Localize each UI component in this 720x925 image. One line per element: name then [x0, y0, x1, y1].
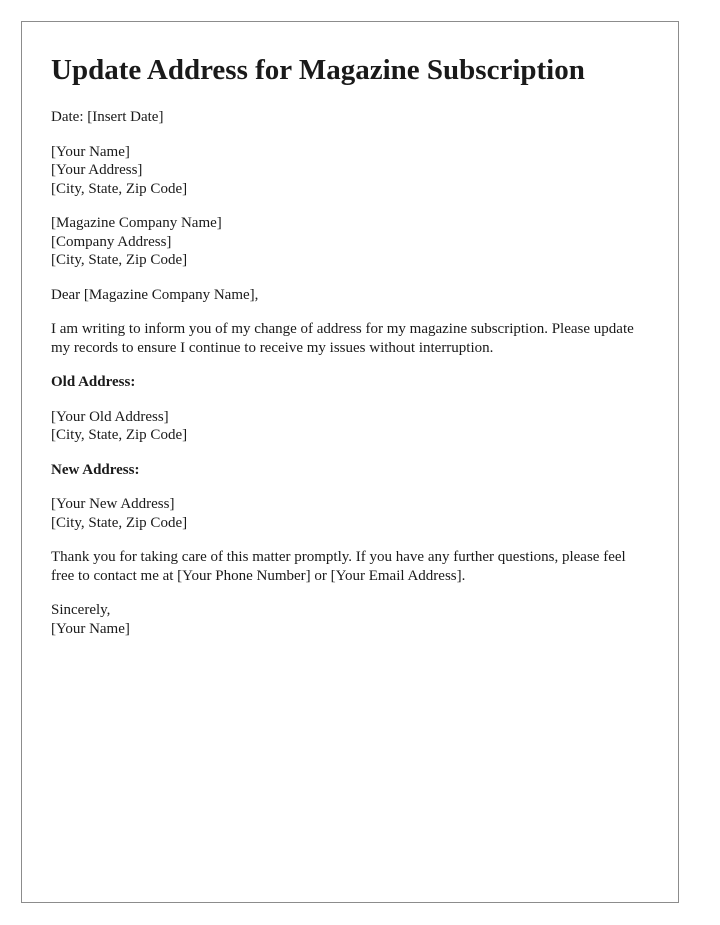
- signoff-closing: Sincerely,: [51, 602, 111, 618]
- signoff-name: [Your Name]: [51, 620, 130, 637]
- recipient-company: [Magazine Company Name]: [51, 215, 222, 231]
- recipient-city: [City, State, Zip Code]: [51, 252, 188, 268]
- new-address-heading: New Address:: [51, 461, 140, 478]
- recipient-address: [Company Address]: [51, 233, 172, 250]
- body-intro: I am writing to inform you of my change of address for my magazine subscription. Please update my records to ensure I continue to receive my issues without interruption.: [51, 321, 634, 356]
- letter-content: [51, 52, 651, 654]
- sender-city: [City, State, Zip Code]: [51, 180, 188, 197]
- old-address-line1: [Your Old Address]: [51, 408, 169, 425]
- sender-address: [Your Address]: [51, 162, 143, 178]
- sender-name: [Your Name]: [51, 143, 130, 160]
- date-line: Date: [Insert Date]: [51, 109, 164, 125]
- sender-block: [51, 143, 651, 199]
- new-address-line2: [City, State, Zip Code]: [51, 514, 188, 531]
- signoff-block: [51, 601, 651, 638]
- letter-page: [21, 21, 679, 903]
- salutation: Dear [Magazine Company Name],: [51, 286, 259, 303]
- recipient-block: [51, 214, 651, 270]
- closing-text: Thank you for taking care of this matter promptly. If you have any further questions, please feel free to contact me at [Your Phone Number] or [Your Email Address].: [51, 549, 626, 584]
- new-address-line1: [Your New Address]: [51, 496, 175, 512]
- old-address-line2: [City, State, Zip Code]: [51, 427, 188, 443]
- letter-title: Update Address for Magazine Subscription: [51, 54, 585, 86]
- new-address-block: [51, 495, 651, 532]
- old-address-heading: Old Address:: [51, 374, 136, 390]
- old-address-block: [51, 408, 651, 445]
